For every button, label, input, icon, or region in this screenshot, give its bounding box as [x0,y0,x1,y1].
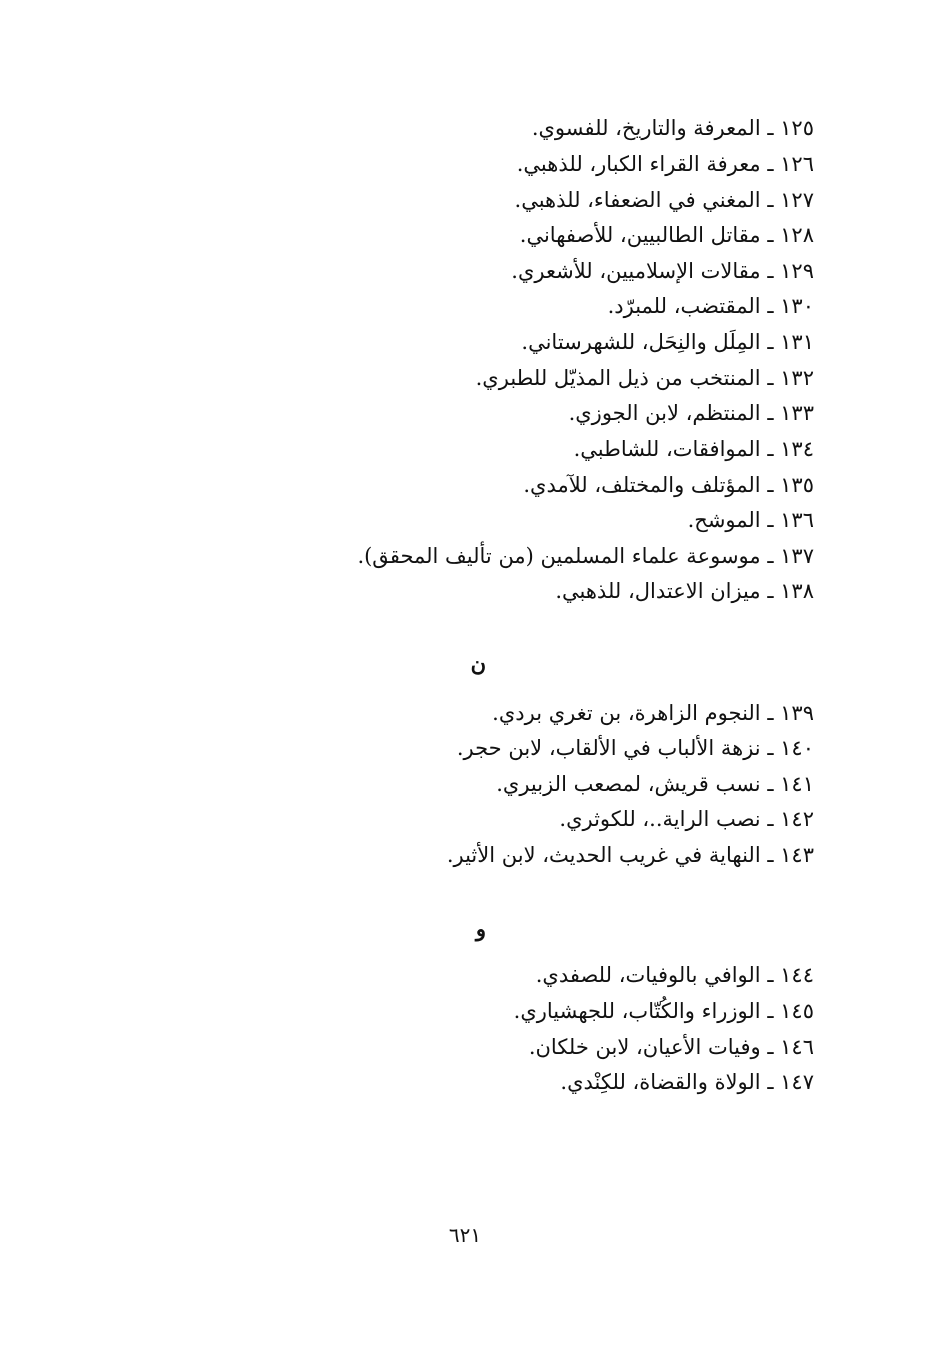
section-heading-nun: ن [470,651,486,676]
list-item: ١٣٣ ـ المنتظم، لابن الجوزي. [568,401,814,425]
list-item: ١٣٦ ـ الموشح. [687,508,814,532]
list-item: ١٣٧ ـ موسوعة علماء المسلمين (من تأليف المحقق). [357,544,814,568]
list-item: ١٣٠ ـ المقتضب، للمبرّد. [607,294,814,318]
list-item: ١٤٧ ـ الولاة والقضاة، للكِنْدي. [560,1070,814,1094]
list-item: ١٢٩ ـ مقالات الإسلاميين، للأشعري. [511,259,814,283]
list-item: ١٤٠ ـ نزهة الألباب في الألقاب، لابن حجر. [456,736,814,760]
list-item: ١٢٨ ـ مقاتل الطالبيين، للأصفهاني. [519,223,814,247]
list-item: ١٣٨ ـ ميزان الاعتدال، للذهبي. [555,579,814,603]
list-item: ١٤٥ ـ الوزراء والكُتّاب، للجهشياري. [513,999,814,1023]
list-item: ١٢٧ ـ المغني في الضعفاء، للذهبي. [514,188,814,212]
list-item: ١٣٥ ـ المؤتلف والمختلف، للآمدي. [523,473,814,497]
section-heading-waw: و [475,916,486,941]
list-item: ١٣١ ـ المِلَل والنِحَل، للشهرستاني. [521,330,814,354]
list-item: ١٤٣ ـ النهاية في غريب الحديث، لابن الأثير. [446,843,814,867]
list-item: ١٤١ ـ نسب قريش، لمصعب الزبيري. [496,772,814,796]
list-item: ١٢٦ ـ معرفة القراء الكبار، للذهبي. [516,152,814,176]
list-item: ١٤٦ ـ وفيات الأعيان، لابن خلكان. [528,1035,814,1059]
list-item: ١٣٤ ـ الموافقات، للشاطبي. [573,437,814,461]
page-number: ٦٢١ [448,1223,482,1247]
list-item: ١٢٥ ـ المعرفة والتاريخ، للفسوي. [531,116,814,140]
list-item: ١٣٩ ـ النجوم الزاهرة، بن تغري بردي. [492,701,814,725]
list-item: ١٤٤ ـ الوافي بالوفيات، للصفدي. [535,963,814,987]
list-item: ١٣٢ ـ المنتخب من ذيل المذيّل للطبري. [475,366,814,390]
list-item: ١٤٢ ـ نصب الراية..، للكوثري. [559,807,814,831]
